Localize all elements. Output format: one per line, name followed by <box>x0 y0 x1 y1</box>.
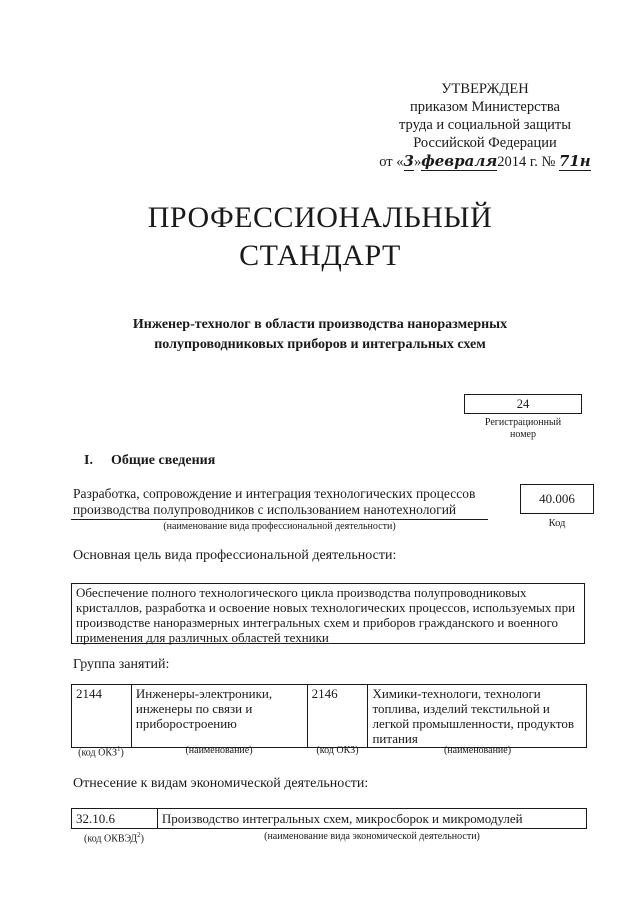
activity-line: Разработка, сопровождение и интеграция технологических процессов <box>73 486 476 501</box>
handwritten-month: февраля <box>421 152 498 170</box>
okved-name-caption: (наименование вида экономической деятельности) <box>264 831 480 842</box>
okz-code-caption: (код ОКЗ) <box>316 745 359 756</box>
goal-heading: Основная цель вида профессиональной деятельности: <box>73 548 397 563</box>
table-row <box>72 809 587 829</box>
date-month-sep: » <box>413 154 422 170</box>
economic-activity-heading: Отнесение к видам экономической деятельности: <box>73 776 369 791</box>
goal-line: применения для различных областей техники <box>76 630 329 645</box>
footnote-mark: 2 <box>137 831 141 839</box>
activity-line: производства полупроводников с использованием нанотехнологий <box>73 502 457 517</box>
handwritten-day: 3 <box>403 152 414 170</box>
okz-code-cell: 2146 <box>307 685 368 748</box>
cell-line: легкой промышленности, продуктов <box>372 716 574 731</box>
registration-number-box: 24 <box>464 394 582 414</box>
economic-activity-table <box>71 808 587 829</box>
footnote-mark: 1 <box>117 745 121 753</box>
date-prefix: от « <box>379 154 404 170</box>
okz-name-caption: (наименование) <box>185 745 253 756</box>
goal-line: кристаллов, разработка и освоение новых технологических процессов, используемых при <box>76 600 576 615</box>
subtitle-line: полупроводниковых приборов и интегральных схем <box>154 337 486 352</box>
goal-line: производстве наноразмерных интегральных схем и приборов гражданского и военного <box>76 615 559 630</box>
title-line: СТАНДАРТ <box>239 239 401 272</box>
activity-underline <box>71 519 488 520</box>
caption-text: (код ОКВЭД <box>84 833 138 845</box>
okved-code-cell: 32.10.6 <box>72 809 158 829</box>
document-title <box>0 199 640 275</box>
approval-line: УТВЕРЖДЕН <box>441 81 529 97</box>
activity-code-box: 40.006 <box>520 484 594 514</box>
registration-label-line: Регистрационный <box>484 417 562 428</box>
activity-name <box>73 486 488 518</box>
activity-caption: (наименование вида профессиональной деятельности) <box>163 521 396 532</box>
cell-line: Химики-технологи, технологи <box>372 686 541 701</box>
occupation-group-table <box>71 684 587 748</box>
okved-name-cell: Производство интегральных схем, микросборок и микромодулей <box>157 809 586 829</box>
activity-code-caption: Код <box>548 518 566 529</box>
cell-line: Инженеры-электроники, <box>135 686 273 701</box>
approval-stamp <box>360 80 610 171</box>
cell-line: топлива, изделий текстильной и <box>372 701 550 716</box>
approval-line: труда и социальной защиты <box>399 117 571 133</box>
goal-box <box>71 583 585 644</box>
okz-code-caption <box>71 745 131 758</box>
caption-text: (код ОКЗ <box>78 747 118 759</box>
goal-line: Обеспечение полного технологического цикла производства полупроводниковых <box>76 585 527 600</box>
registration-label-line: номер <box>510 429 536 440</box>
handwritten-order-number: 71н <box>558 152 591 170</box>
registration-number-label <box>464 417 582 441</box>
approval-line: Российской Федерации <box>413 135 557 151</box>
okz-name-cell <box>131 685 307 748</box>
title-line: ПРОФЕССИОНАЛЬНЫЙ <box>147 201 493 234</box>
date-year: 2014 г. № <box>497 154 556 170</box>
approval-date-line <box>360 152 610 171</box>
cell-line: инженеры по связи и <box>135 701 253 716</box>
subtitle-line: Инженер-технолог в области производства наноразмерных <box>132 317 508 332</box>
caption-text: ) <box>120 747 124 759</box>
section-title: Общие сведения <box>111 453 216 468</box>
standard-name <box>0 315 640 355</box>
okved-code-caption <box>71 831 157 844</box>
okz-name-caption: (наименование) <box>443 745 512 756</box>
table-row <box>72 685 587 748</box>
cell-line: питания <box>372 731 418 746</box>
caption-text: ) <box>140 833 144 845</box>
cell-line: приборостроению <box>135 716 237 731</box>
approval-line: приказом Министерства <box>410 99 560 115</box>
okz-name-cell <box>368 685 587 748</box>
okz-code-cell: 2144 <box>72 685 132 748</box>
section-number: I. <box>84 453 93 468</box>
occupation-group-heading: Группа занятий: <box>73 657 170 672</box>
